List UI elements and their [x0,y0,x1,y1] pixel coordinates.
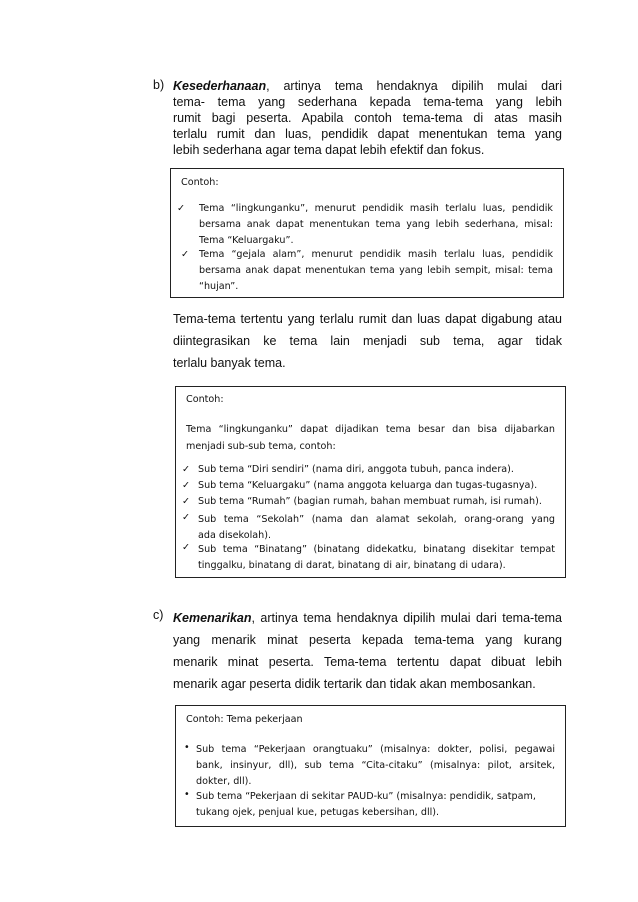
section-c-marker: c) [153,608,164,622]
section-c-line-1: Kemenarikan, artinya tema hendaknya dipilih mulai dari tema-tema [173,611,562,625]
example-box-2-item-1: ✓ Sub tema “Diri sendiri” (nama diri, anggota tubuh, panca indera). [182,464,514,475]
section-b-line-1: Kesederhanaan, artinya tema hendaknya dipilih mulai dari [173,79,562,93]
section-c-line-4: menarik agar peserta didik tertarik dan tidak akan membosankan. [173,677,536,691]
example-box-2 [175,386,566,578]
section-c-line-2: yang menarik minat peserta kepada tema-tema yang kurang [173,633,562,647]
example-box-1 [170,168,564,298]
example-box-3-item-1: • Sub tema “Pekerjaan orangtuaku” (misalnya: dokter, polisi, pegawai bank, insinyur, dll), sub tema “Cita-citaku” (misalnya: pilot, arsitek, dokter, dll). [184,742,555,787]
section-c-paragraph [173,607,562,695]
checkmark-icon: ✓ [182,542,191,553]
section-b-keyword: Kesederhanaan [173,79,267,93]
section-b-line-4: terlalu rumit dan luas, pendidik dapat menentukan tema yang [173,127,562,141]
example-box-2-title: Contoh: [186,394,224,405]
section-b-line-5: lebih sederhana agar tema dapat lebih efektif dan fokus. [173,143,485,157]
example-box-3 [175,705,566,827]
example-box-2-item-4: ✓ Sub tema “Sekolah” (nama dan alamat sekolah, orang-orang yang ada disekolah). [182,512,555,541]
example-box-2-item-2: ✓ Sub tema “Keluargaku” (nama anggota keluarga dan tugas-tugasnya). [182,480,538,491]
checkmark-icon: ✓ [177,203,186,214]
bullet-icon: • [184,789,190,800]
example-box-1-title: Contoh: [181,177,219,188]
example-box-3-item-2: • Sub tema “Pekerjaan di sekitar PAUD-ku” (misalnya: pendidik, satpam, tukang ojek, penjual kue, petugas kebersihan, dll). [184,789,536,818]
checkmark-icon: ✓ [182,464,191,475]
integration-line-2: diintegrasikan ke tema lain menjadi sub tema, agar tidak [173,334,562,348]
checkmark-icon: ✓ [182,496,191,507]
bullet-icon: • [184,742,190,753]
example-box-3-title: Contoh: Tema pekerjaan [186,714,303,725]
integration-paragraph [173,308,562,374]
section-b-marker: b) [153,78,165,92]
example-box-2-intro: Tema “lingkunganku” dapat dijadikan tema besar dan bisa dijabarkan menjadi sub-sub tema, contoh: [186,424,555,452]
section-b-paragraph [173,78,562,158]
integration-line-1: Tema-tema tertentu yang terlalu rumit dan luas dapat digabung atau [173,312,562,326]
section-c-keyword: Kemenarikan [173,611,252,625]
section-c-line-3: menarik minat peserta. Tema-tema tertentu dapat dibuat lebih [173,655,562,669]
checkmark-icon: ✓ [182,480,191,491]
checkmark-icon: ✓ [182,512,191,523]
checkmark-icon: ✓ [181,249,190,260]
section-b-line-2: tema- tema yang sederhana kepada tema-tema yang lebih [173,95,562,109]
example-box-2-item-3: ✓ Sub tema “Rumah” (bagian rumah, bahan membuat rumah, isi rumah). [182,496,542,507]
section-b-line-3: rumit bagi peserta. Apabila contoh tema-tema di atas masih [173,111,562,125]
example-box-2-item-5: ✓ Sub tema “Binatang” (binatang didekatku, binatang disekitar tempat tinggalku, binatang di darat, binatang di air, binatang di udara). [182,542,555,571]
example-box-1-item-1: ✓ Tema “lingkunganku”, menurut pendidik masih terlalu luas, pendidik bersama anak dapat menentukan tema yang lebih sederhana, misal: Tema “Keluargaku”. [177,203,553,246]
example-box-1-item-2: ✓ Tema “gejala alam”, menurut pendidik masih terlalu luas, pendidik bersama anak dapat menentukan tema yang lebih sempit, misal: tema “hujan”. [181,249,553,292]
integration-line-3: terlalu banyak tema. [173,356,286,370]
